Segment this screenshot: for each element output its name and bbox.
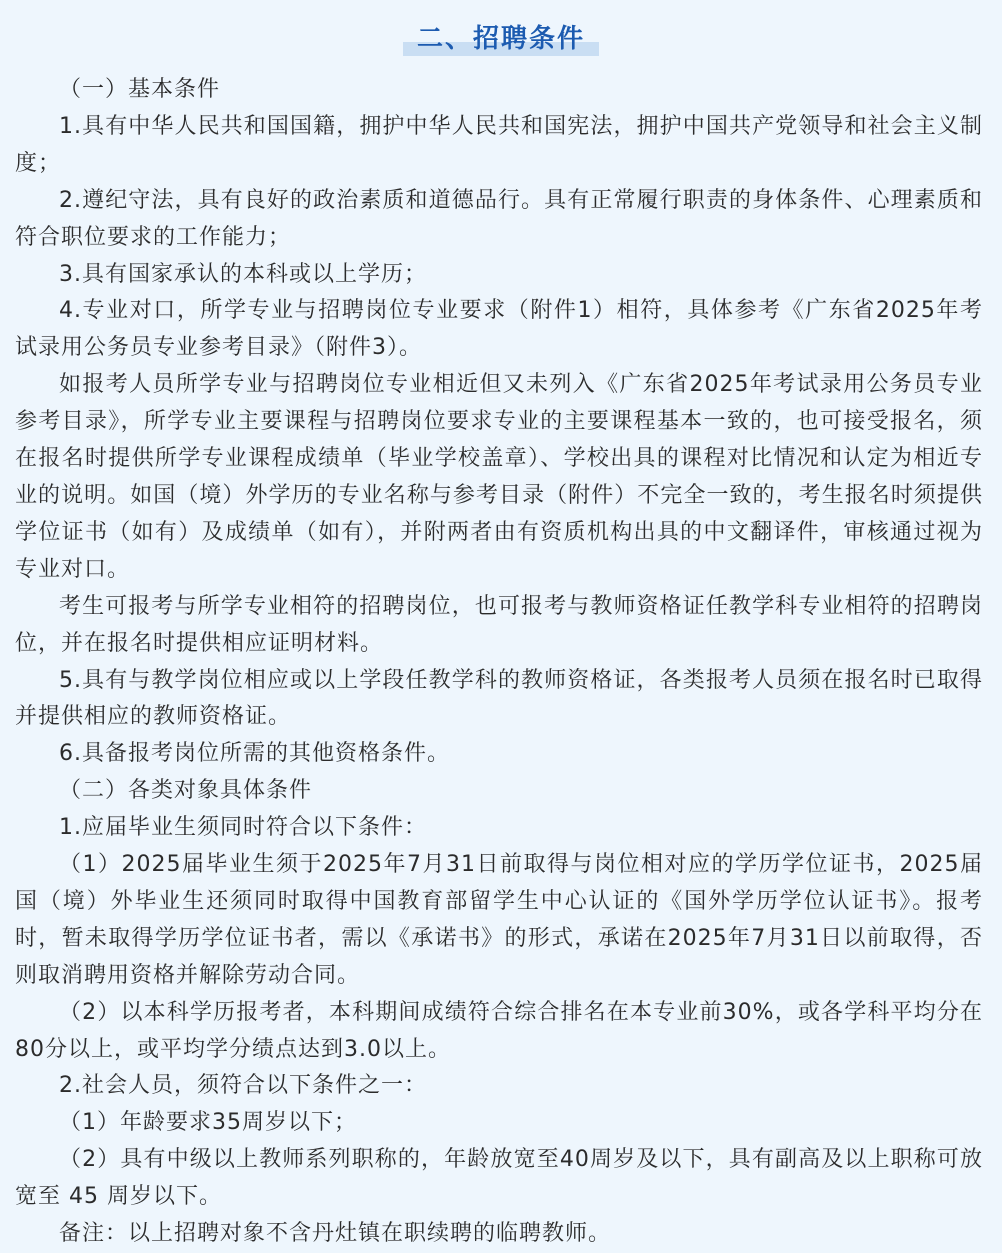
paragraph: 如报考人员所学专业与招聘岗位专业相近但又未列入《广东省2025年考试录用公务员专业参考目录》，所学专业主要课程与招聘岗位要求专业的主要课程基本一致的，也可接受报名，须在报名时提供所学专业课程成绩单（毕业学校盖章）、学校出具的课程对比情况和认定为相近专业的说明。如国（境）外学历的专业名称与参考目录（附件）不完全一致的，考生报名时须提供学位证书（如有）及成绩单（如有），并附两者由有资质机构出具的中文翻译件，审核通过视为专业对口。	[15, 372, 983, 582]
paragraph: （1）年龄要求35周岁以下；	[59, 1110, 357, 1136]
paragraph: 备注：以上招聘对象不含丹灶镇在职续聘的临聘教师。	[59, 1221, 612, 1247]
body-text	[15, 72, 983, 1253]
paragraph: （2）以本科学历报考者，本科期间成绩符合综合排名在本专业前30%，或各学科平均分在80分以上，或平均学分绩点达到3.0以上。	[15, 999, 983, 1062]
paragraph: 1.应届毕业生须同时符合以下条件：	[59, 815, 427, 841]
paragraph: 考生可报考与所学专业相符的招聘岗位，也可报考与教师资格证任教学科专业相符的招聘岗位，并在报名时提供相应证明材料。	[15, 593, 983, 656]
section-title: 二、招聘条件	[403, 20, 599, 58]
paragraph: （一）基本条件	[59, 77, 221, 102]
paragraph: （1）2025届毕业生须于2025年7月31日前取得与岗位相对应的学历学位证书，2025届国（境）外毕业生还须同时取得中国教育部留学生中心认证的《国外学历学位认证书》。报考时，暂未取得学历学位证书者，需以《承诺书》的形式，承诺在2025年7月31日以前取得，否则取消聘用资格并解除劳动合同。	[15, 852, 983, 988]
paragraph: 1.具有中华人民共和国国籍，拥护中华人民共和国宪法，拥护中国共产党领导和社会主义制度；	[15, 113, 983, 176]
paragraph: 5.具有与教学岗位相应或以上学段任教学科的教师资格证，各类报考人员须在报名时已取得并提供相应的教师资格证。	[15, 667, 983, 730]
paragraph: 4.专业对口，所学专业与招聘岗位专业要求（附件1）相符，具体参考《广东省2025年考试录用公务员专业参考目录》（附件3）。	[15, 298, 983, 361]
title-wrap	[0, 20, 1002, 58]
paragraph: （二）各类对象具体条件	[59, 778, 313, 804]
paragraph: 2.遵纪守法，具有良好的政治素质和道德品行。具有正常履行职责的身体条件、心理素质和符合职位要求的工作能力；	[15, 187, 983, 250]
paragraph: 3.具有国家承认的本科或以上学历；	[59, 261, 427, 287]
paragraph: 6.具备报考岗位所需的其他资格条件。	[59, 741, 450, 767]
paragraph: （2）具有中级以上教师系列职称的，年龄放宽至40周岁及以下，具有副高及以上职称可放宽至 45 周岁以下。	[15, 1147, 983, 1210]
paragraph: 2.社会人员，须符合以下条件之一：	[59, 1073, 427, 1099]
